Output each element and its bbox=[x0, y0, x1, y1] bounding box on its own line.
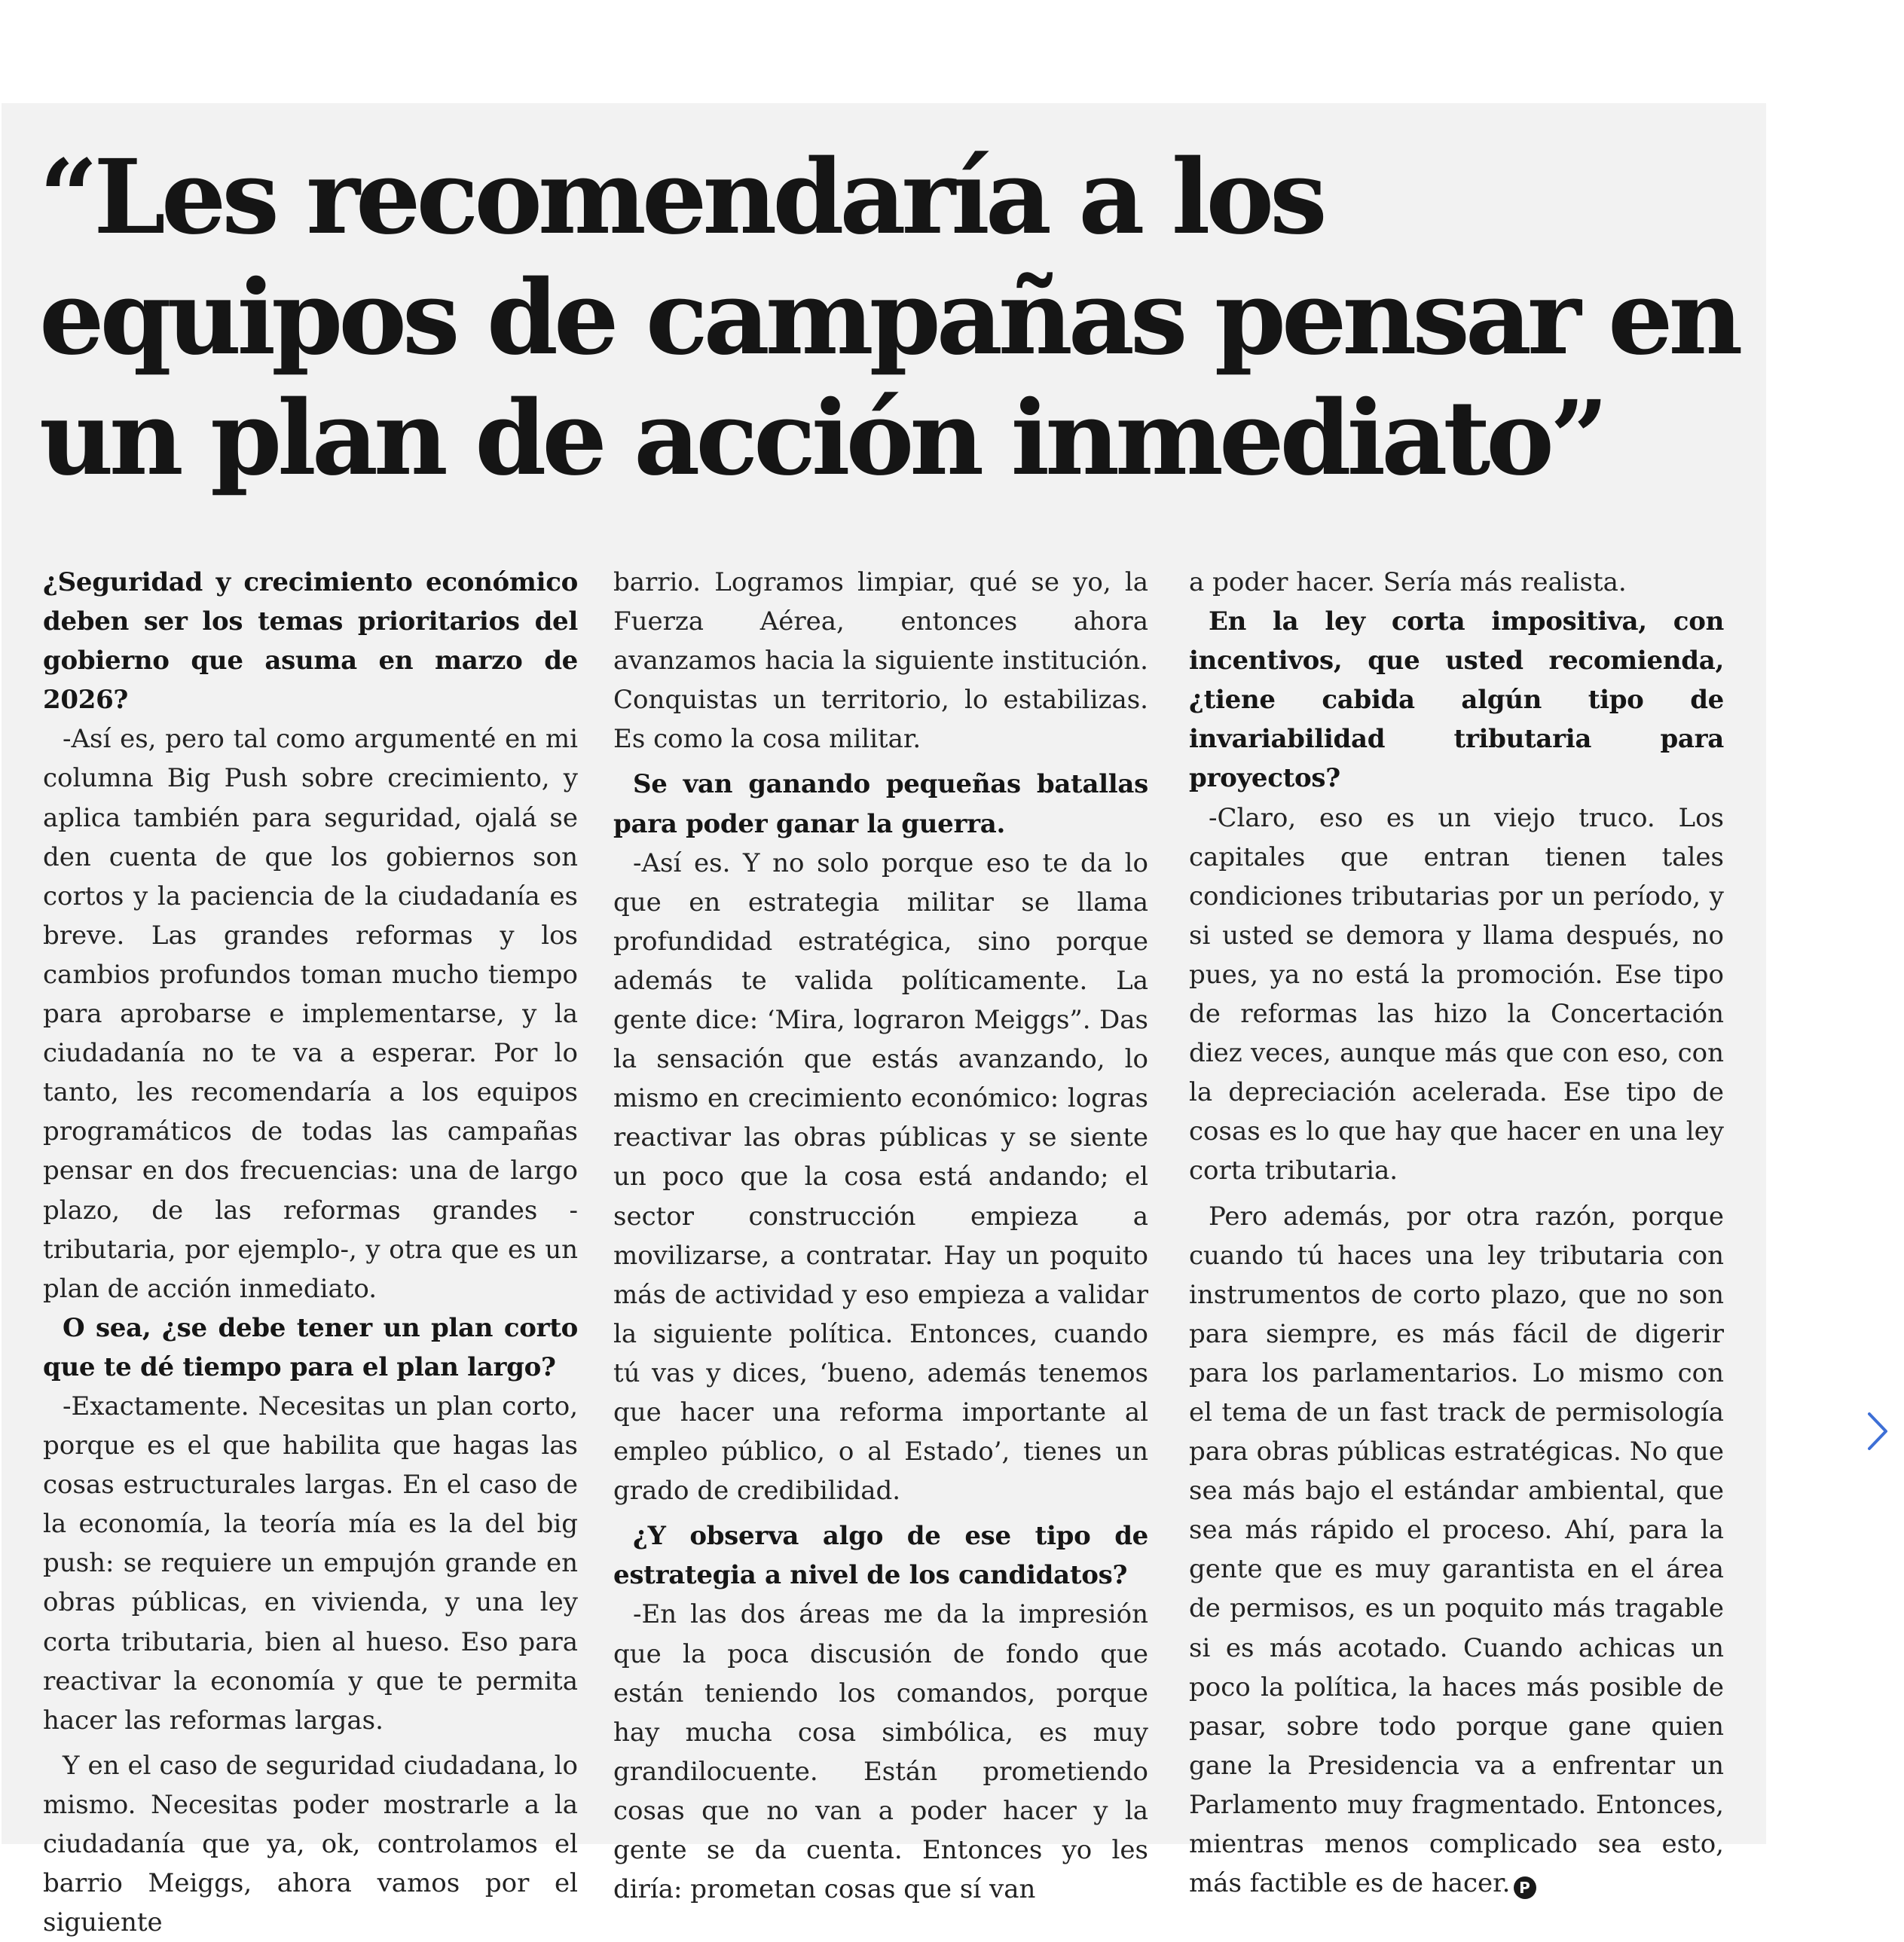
article-column-3 bbox=[1189, 563, 1724, 1903]
interview-answer-continuation: a poder hacer. Sería más realista. bbox=[1189, 567, 1627, 597]
end-of-article-mark: P bbox=[1514, 1876, 1536, 1899]
article-headline: “Les recomendaría a los equipos de campañas pensar en un plan de acción inmediato” bbox=[39, 137, 1739, 499]
interview-answer: -Así es, pero tal como argumenté en mi columna Big Push sobre crecimiento, y aplica también para seguridad, ojalá se den cuenta de que los gobiernos son cortos y la paciencia de la ciudadanía es breve. Las grandes reformas y los cambios profundos toman mucho tiempo para aprobarse e implementarse, y la ciudadanía no te va a esperar. Por lo tanto, les recomendaría a los equipos programáticos de todas las campañas pensar en dos frecuencias: una de largo plazo, de las reformas grandes -tributaria, por ejemplo-, y otra que es un plan de acción inmediato. bbox=[43, 724, 578, 1304]
article-column-2 bbox=[613, 563, 1148, 1909]
interview-answer-continuation: barrio. Logramos limpiar, qué se yo, la Fuerza Aérea, entonces ahora avanzamos hacia la siguiente institución. Conquistas un territorio, lo estabilizas. Es como la cosa militar. bbox=[613, 567, 1148, 755]
interview-answer bbox=[1189, 1197, 1724, 1904]
final-paragraph-text: Pero además, por otra razón, porque cuando tú haces una ley tributaria con instrumentos de corto plazo, que no son para siempre, es más fácil de digerir para los parlamentarios. Lo mismo con el tema de un fast track de permisología para obras públicas estratégicas. No que sea más bajo el estándar ambiental, que sea más rápido el proceso. Ahí, para la gente que es muy garantista en el área de permisos, es un poquito más tragable si es más acotado. Cuando achicas un poco la política, la haces más posible de pasar, sobre todo porque gane quien gane la Presidencia va a enfrentar un Parlamento muy fragmentado. Entonces, mientras menos complicado sea esto, más factible es de hacer. bbox=[1189, 1201, 1724, 1899]
article-column-1 bbox=[43, 563, 578, 1942]
next-page-button[interactable] bbox=[1861, 1405, 1894, 1458]
article-page bbox=[2, 103, 1766, 1938]
interview-answer: -Claro, eso es un viejo truco. Los capitales que entran tienen tales condiciones tributarias por un período, y si usted se demora y llama después, no pues, ya no está la promoción. Ese tipo de reformas las hizo la Concertación diez veces, aunque más que con eso, con la depreciación acelerada. Ese tipo de cosas es lo que hay que hacer en una ley corta tributaria. bbox=[1189, 802, 1724, 1186]
interview-question: En la ley corta impositiva, con incentivos, que usted recomienda, ¿tiene cabida algún tipo de invariabilidad tributaria para proyectos? bbox=[1189, 606, 1724, 794]
interview-answer: Y en el caso de seguridad ciudadana, lo mismo. Necesitas poder mostrarle a la ciudadanía que ya, ok, controlamos el barrio Meiggs, ahora vamos por el siguiente bbox=[43, 1750, 578, 1938]
interview-answer: -Así es. Y no solo porque eso te da lo que en estrategia militar se llama profundidad estratégica, sino porque además te valida políticamente. La gente dice: ‘Mira, lograron Meiggs”. Das la sensación que estás avanzando, lo mismo en crecimiento económico: logras reactivar las obras públicas y se siente un poco que la cosa está andando; el sector construcción empieza a movilizarse, a contratar. Hay un poquito más de actividad y eso empieza a validar la siguiente política. Entonces, cuando tú vas y dices, ‘bueno, además tenemos que hacer una reforma importante al empleo público, o al Estado’, tienes un grado de credibilidad. bbox=[613, 847, 1148, 1507]
interview-question: O sea, ¿se debe tener un plan corto que te dé tiempo para el plan largo? bbox=[43, 1312, 578, 1382]
interview-question: Se van ganando pequeñas batallas para poder ganar la guerra. bbox=[613, 769, 1148, 839]
interview-question: ¿Y observa algo de ese tipo de estrategia a nivel de los candidatos? bbox=[613, 1521, 1148, 1591]
interview-question: ¿Seguridad y crecimiento económico deben ser los temas prioritarios del gobierno que asuma en marzo de 2026? bbox=[43, 567, 578, 716]
chevron-right-icon bbox=[1866, 1411, 1889, 1452]
interview-answer: -En las dos áreas me da la impresión que la poca discusión de fondo que están teniendo los comandos, porque hay mucha cosa simbólica, es muy grandilocuente. Están prometiendo cosas que no van a poder hacer y la gente se da cuenta. Entonces yo les diría: prometan cosas que sí van bbox=[613, 1599, 1148, 1905]
interview-answer: -Exactamente. Necesitas un plan corto, porque es el que habilita que hagas las cosas estructurales largas. En el caso de la economía, la teoría mía es la del big push: se requiere un empujón grande en obras públicas, en vivienda, y una ley corta tributaria, bien al hueso. Eso para reactivar la economía y que te permita hacer las reformas largas. bbox=[43, 1391, 578, 1736]
